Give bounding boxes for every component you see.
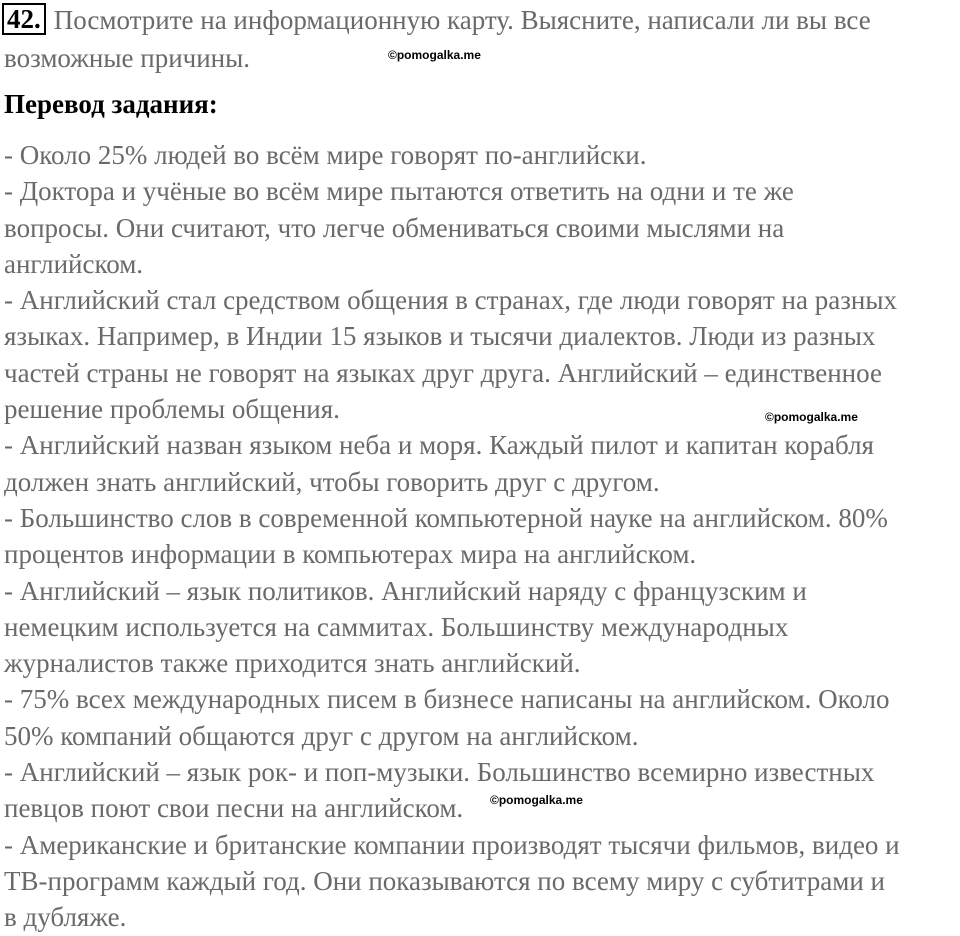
translation-heading: Перевод задания: [4, 89, 218, 119]
watermark-2: ©pomogalka.me [765, 410, 858, 424]
text-line: - Около 25% людей во всём мире говорят по-английски. [4, 140, 647, 170]
text-line: - Английский – язык рок- и поп-музыки. Большинство всемирно известных [4, 757, 875, 788]
text-line: в дубляже. [4, 902, 127, 933]
text-line: частей страны не говорят на языках друг друга. Английский – единственное [4, 357, 882, 388]
task-statement [2, 2, 958, 38]
text-line: английском. [4, 248, 144, 279]
text-line: - Английский стал средством общения в странах, где люди говорят на разных [4, 285, 897, 316]
watermark-3: ©pomogalka.me [490, 793, 583, 807]
text-line: вопросы. Они считают, что легче обмениваться своими мыслями на [4, 212, 785, 243]
task-number: 42. [2, 3, 46, 35]
text-line: немецким используется на саммитах. Большинству международных [4, 611, 789, 642]
text-line: - Доктора и учёные во всём мире пытаются ответить на одни и те же [4, 176, 794, 207]
text-line: - Английский – язык политиков. Английский наряду с французским и [4, 575, 807, 606]
text-line: - Большинство слов в современной компьютерной науке на английском. 80% [4, 502, 888, 533]
task-text-line-2: возможные причины. [4, 43, 251, 73]
text-line: должен знать английский, чтобы говорить друг с другом. [4, 466, 660, 497]
task-text-line-1: Посмотрите на информационную карту. Выясните, написали ли вы все [53, 5, 871, 35]
translation-body [4, 137, 958, 936]
text-line: 50% компаний общаются друг с другом на английском. [4, 720, 639, 751]
text-line: процентов информации в компьютерах мира на английском. [4, 539, 697, 570]
text-line: журналистов также приходится знать английский. [4, 648, 581, 679]
text-line: ТВ-программ каждый год. Они показываются по всему миру с субтитрами и [4, 865, 885, 896]
text-line: - 75% всех международных писем в бизнесе написаны на английском. Около [4, 684, 890, 715]
text-line: - Английский назван языком неба и моря. Каждый пилот и капитан корабля [4, 430, 874, 461]
text-line: певцов поют свои песни на английском. [4, 793, 464, 824]
text-line: языках. Например, в Индии 15 языков и тысячи диалектов. Люди из разных [4, 321, 876, 352]
watermark-1: ©pomogalka.me [388, 48, 481, 62]
text-line: решение проблемы общения. [4, 394, 340, 425]
text-line: - Американские и британские компании производят тысячи фильмов, видео и [4, 829, 900, 860]
